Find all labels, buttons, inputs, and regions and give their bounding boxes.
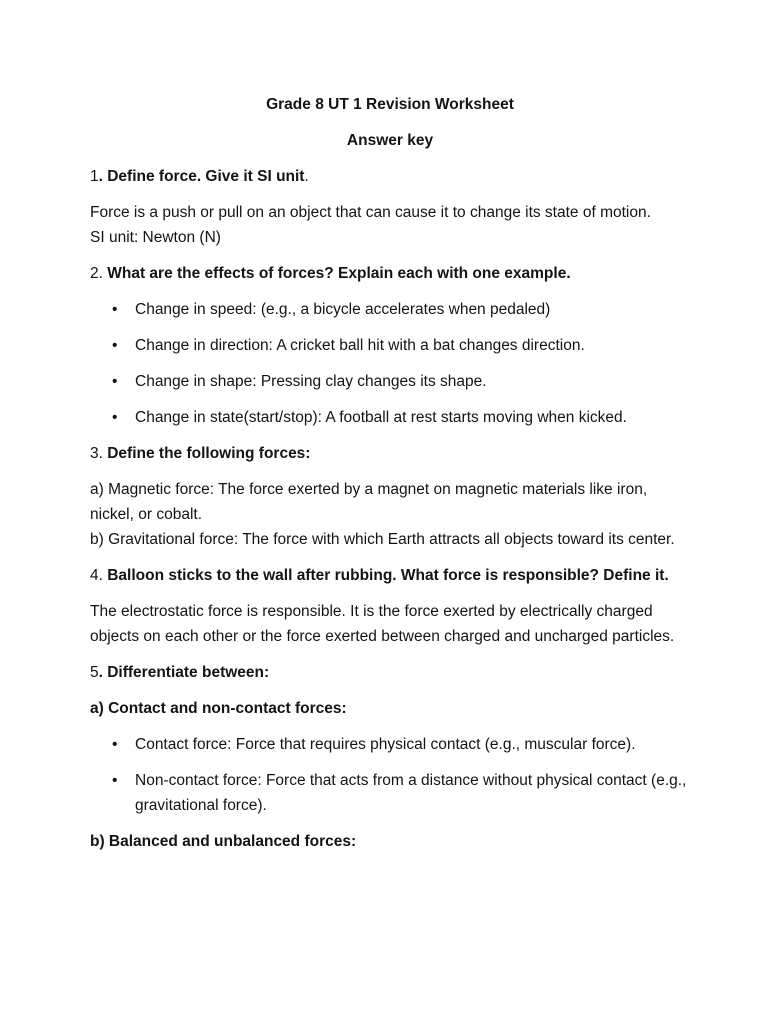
- question-2-text: What are the effects of forces? Explain each with one example.: [107, 265, 571, 282]
- question-1-tail: .: [304, 168, 309, 185]
- answer-1-line-2: SI unit: Newton (N): [90, 229, 221, 246]
- question-5: [90, 660, 690, 685]
- question-4-number: 4.: [90, 567, 108, 584]
- question-1-text: . Define force. Give it SI unit: [98, 168, 305, 185]
- question-2-number: 2.: [90, 265, 108, 282]
- question-5a-heading: a) Contact and non-contact forces:: [90, 700, 347, 717]
- answer-3a: a) Magnetic force: The force exerted by a magnet on magnetic materials like iron, nickel, or cobalt.: [90, 481, 648, 523]
- answer-1-line-1: Force is a push or pull on an object that can cause it to change its state of motion.: [90, 204, 651, 221]
- question-3: [90, 441, 690, 466]
- question-4-text: Balloon sticks to the wall after rubbing. What force is responsible? Define it.: [107, 567, 669, 584]
- answer-4: The electrostatic force is responsible. It is the force exerted by electrically charged objects on each other or the force exerted between charged and uncharged particles.: [90, 603, 675, 645]
- question-1-number: 1: [90, 168, 99, 185]
- question-5-text: . Differentiate between:: [98, 664, 270, 681]
- answer-5a-list: [90, 732, 690, 818]
- question-1: [90, 164, 690, 189]
- list-item: • Change in state(start/stop): A football at rest starts moving when kicked.: [90, 405, 690, 430]
- list-item: • Change in speed: (e.g., a bicycle accelerates when pedaled): [90, 297, 690, 322]
- question-2: [90, 261, 690, 286]
- question-5-number: 5: [90, 664, 99, 681]
- question-4: [90, 563, 690, 588]
- list-item: • Contact force: Force that requires physical contact (e.g., muscular force).: [90, 732, 690, 757]
- answer-2-list: [90, 297, 690, 430]
- page-subtitle: Answer key: [346, 132, 434, 149]
- question-3-text: Define the following forces:: [107, 445, 311, 462]
- answer-3: [90, 477, 690, 552]
- question-3-number: 3.: [90, 445, 108, 462]
- answer-3b: b) Gravitational force: The force with which Earth attracts all objects toward its center.: [90, 531, 675, 548]
- list-item: • Non-contact force: Force that acts from a distance without physical contact (e.g., gravitational force).: [90, 768, 690, 818]
- page-title: Grade 8 UT 1 Revision Worksheet: [266, 96, 514, 113]
- answer-1: [90, 200, 690, 250]
- list-item: • Change in shape: Pressing clay changes its shape.: [90, 369, 690, 394]
- worksheet-page: [90, 92, 690, 854]
- list-item: • Change in direction: A cricket ball hit with a bat changes direction.: [90, 333, 690, 358]
- question-5b-heading: b) Balanced and unbalanced forces:: [90, 833, 357, 850]
